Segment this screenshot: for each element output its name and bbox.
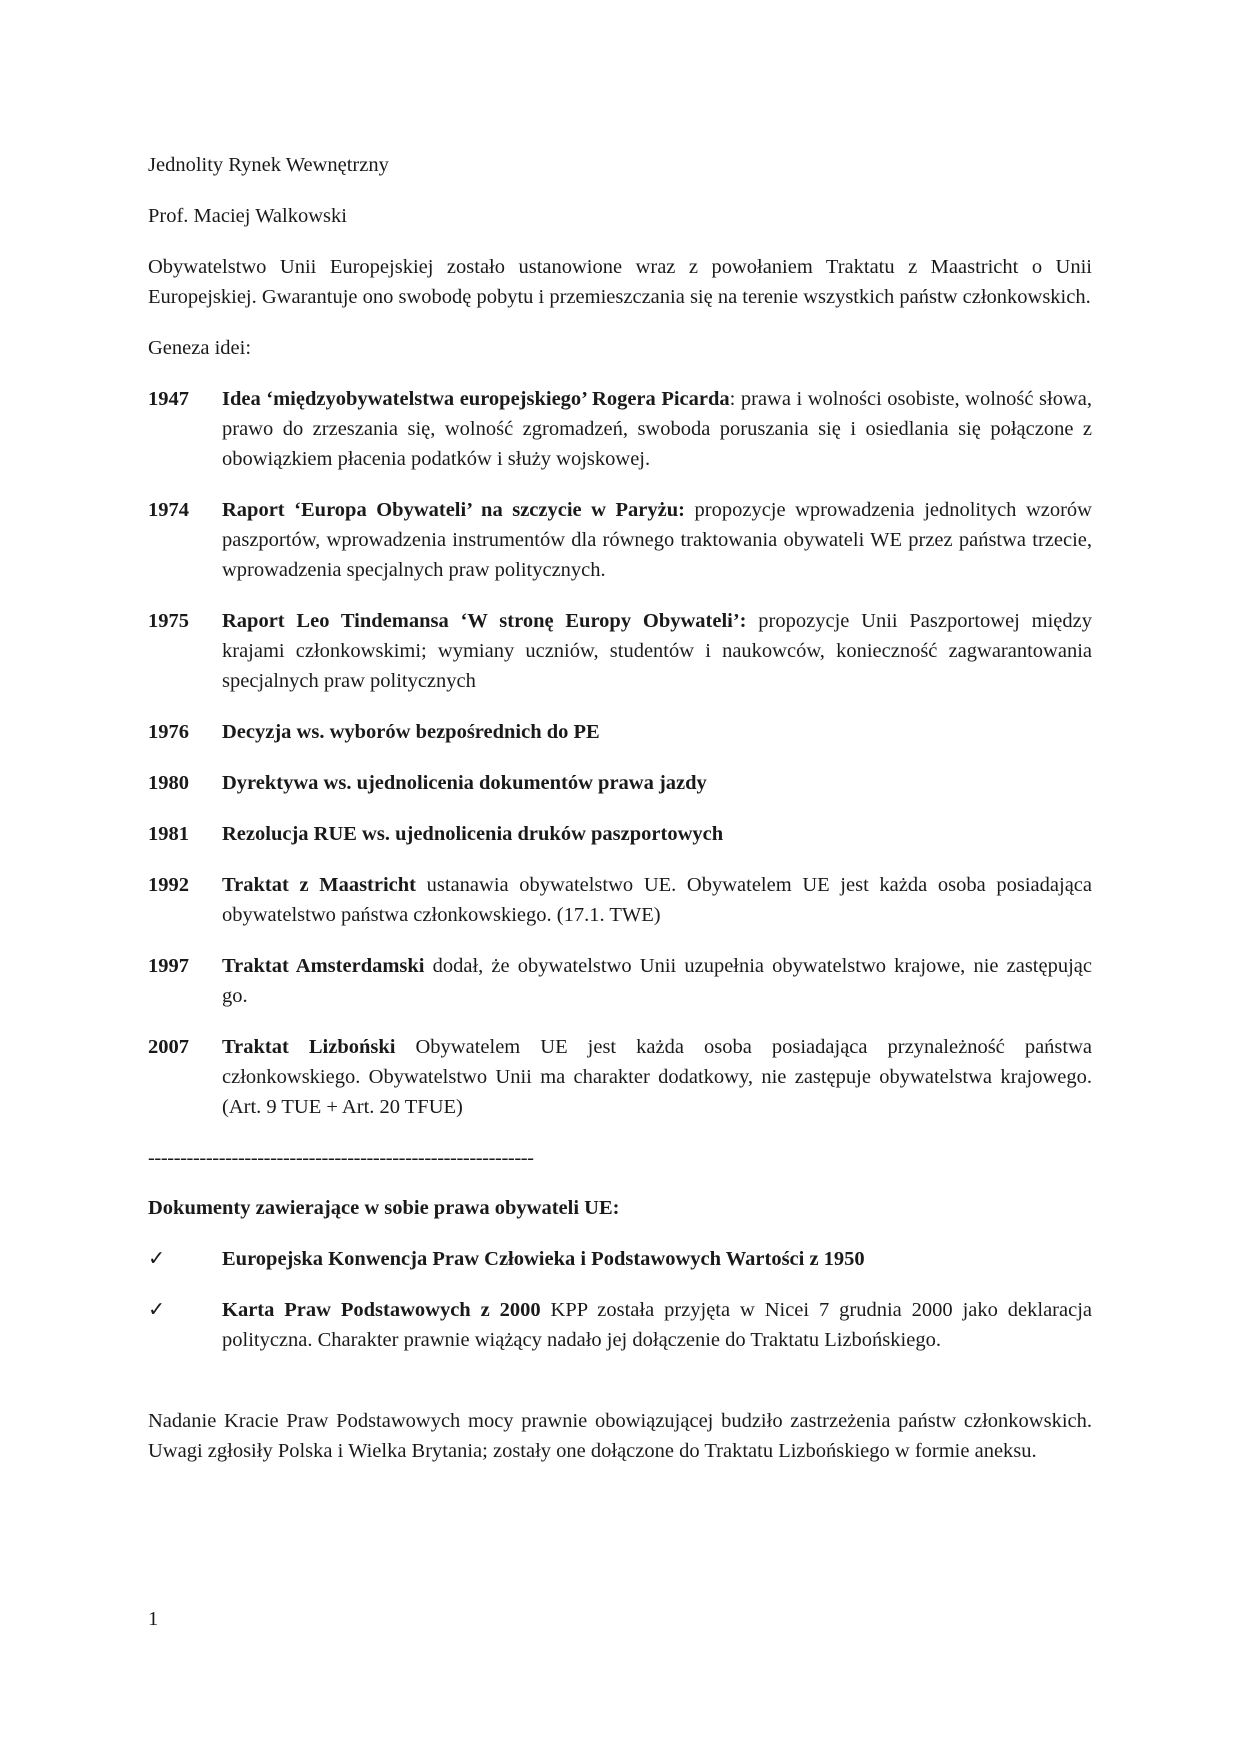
- document-list-item: [148, 1295, 1092, 1355]
- document-item-body: KPP została przyjęta w Nicei 7 grudnia 2000 jako deklaracja polityczna. Charakter prawnie wiążący nadało jej dołączenie do Traktatu Lizbońskiego.: [222, 1299, 1093, 1351]
- timeline-year: 1947: [148, 388, 189, 410]
- author-line: Prof. Maciej Walkowski: [148, 205, 347, 227]
- section-divider: ------------------------------------------------------------: [148, 1147, 534, 1169]
- timeline-year: 1981: [148, 823, 189, 845]
- timeline-text: ustanawia obywatelstwo UE. Obywatelem UE jest każda osoba posiadająca obywatelstwo państwa członkowskiego. (17.1. TWE): [222, 874, 1092, 926]
- timeline-year: 1992: [148, 874, 189, 896]
- timeline-year: 1975: [148, 610, 189, 632]
- timeline-entry: [148, 1032, 1092, 1122]
- timeline-heading: Raport Leo Tindemansa ‘W stronę Europy Obywateli’:: [222, 610, 747, 632]
- timeline-description: [222, 768, 1092, 798]
- timeline-text: dodał, że obywatelstwo Unii uzupełnia obywatelstwo krajowe, nie zastępując go.: [222, 955, 1092, 1007]
- timeline-text: Obywatelem UE jest każda osoba posiadająca przynależność państwa członkowskiego. Obywatelstwo Unii ma charakter dodatkowy, nie zastępuje obywatelstwa krajowego. (Art. 9 TUE + Art. 20 TFUE): [222, 1036, 1092, 1118]
- timeline-entry: [148, 819, 1092, 849]
- timeline-year: 1974: [148, 499, 189, 521]
- timeline-heading: Rezolucja RUE ws. ujednolicenia druków paszportowych: [222, 823, 724, 845]
- document-page: [148, 150, 1092, 1466]
- page-number: 1: [148, 1608, 159, 1630]
- closing-paragraph: Nadanie Kracie Praw Podstawowych mocy prawnie obowiązującej budziło zastrzeżenia państw członkowskich. Uwagi zgłosiły Polska i Wielka Brytania; zostały one dołączone do Traktatu Lizbońskiego w formie aneksu.: [148, 1410, 1092, 1462]
- timeline-heading: Decyzja ws. wyborów bezpośrednich do PE: [222, 721, 600, 743]
- timeline-heading: Traktat z Maastricht: [222, 874, 416, 896]
- checkmark-icon: ✓: [148, 1248, 166, 1270]
- document-list-item: [148, 1244, 1092, 1274]
- timeline-heading: Traktat Amsterdamski: [222, 955, 425, 977]
- timeline-entry: [148, 951, 1092, 1011]
- geneza-label: Geneza idei:: [148, 337, 252, 359]
- checkmark-icon: ✓: [148, 1299, 166, 1321]
- timeline-entry: [148, 768, 1092, 798]
- timeline-description: [222, 1032, 1092, 1122]
- timeline-entry: [148, 606, 1092, 696]
- timeline-heading: Traktat Lizboński: [222, 1036, 396, 1058]
- document-item-heading: Karta Praw Podstawowych z 2000: [222, 1299, 541, 1321]
- timeline-description: [222, 717, 1092, 747]
- timeline-entry: [148, 870, 1092, 930]
- timeline-entry: [148, 717, 1092, 747]
- timeline-year: 1980: [148, 772, 189, 794]
- timeline-heading: Raport ‘Europa Obywateli’ na szczycie w Paryżu:: [222, 499, 685, 521]
- intro-paragraph: Obywatelstwo Unii Europejskiej zostało ustanowione wraz z powołaniem Traktatu z Maastricht o Unii Europejskiej. Gwarantuje ono swobodę pobytu i przemieszczania się na terenie wszystkich państw członkowskich.: [148, 256, 1092, 308]
- timeline-year: 1976: [148, 721, 189, 743]
- document-item-heading: Europejska Konwencja Praw Człowieka i Podstawowych Wartości z 1950: [222, 1248, 865, 1270]
- timeline-entry: [148, 384, 1092, 474]
- timeline-list: [148, 384, 1092, 1122]
- document-title: Jednolity Rynek Wewnętrzny: [148, 154, 389, 176]
- timeline-text: : prawa i wolności osobiste, wolność słowa, prawo do zrzeszania się, wolność zgromadzeń, swoboda poruszania się i osiedlania się połączone z obowiązkiem płacenia podatków i służy wojskowej.: [222, 388, 1092, 470]
- documents-heading: Dokumenty zawierające w sobie prawa obywateli UE:: [148, 1197, 620, 1219]
- timeline-year: 1997: [148, 955, 189, 977]
- timeline-text: propozycje wprowadzenia jednolitych wzorów paszportów, wprowadzenia instrumentów dla równego traktowania obywateli WE przez państwa trzecie, wprowadzenia specjalnych praw politycznych.: [222, 499, 1092, 581]
- timeline-description: [222, 951, 1092, 1011]
- timeline-description: [222, 384, 1092, 474]
- timeline-text: propozycje Unii Paszportowej między krajami członkowskimi; wymiany uczniów, studentów i naukowców, konieczność zagwarantowania specjalnych praw politycznych: [222, 610, 1092, 692]
- timeline-year: 2007: [148, 1036, 189, 1058]
- timeline-heading: Idea ‘międzyobywatelstwa europejskiego’ Rogera Picarda: [222, 388, 730, 410]
- timeline-description: [222, 819, 1092, 849]
- document-item-text: [222, 1244, 1092, 1274]
- timeline-entry: [148, 495, 1092, 585]
- timeline-description: [222, 870, 1092, 930]
- timeline-description: [222, 606, 1092, 696]
- timeline-heading: Dyrektywa ws. ujednolicenia dokumentów prawa jazdy: [222, 772, 707, 794]
- timeline-description: [222, 495, 1092, 585]
- document-item-text: [222, 1295, 1092, 1355]
